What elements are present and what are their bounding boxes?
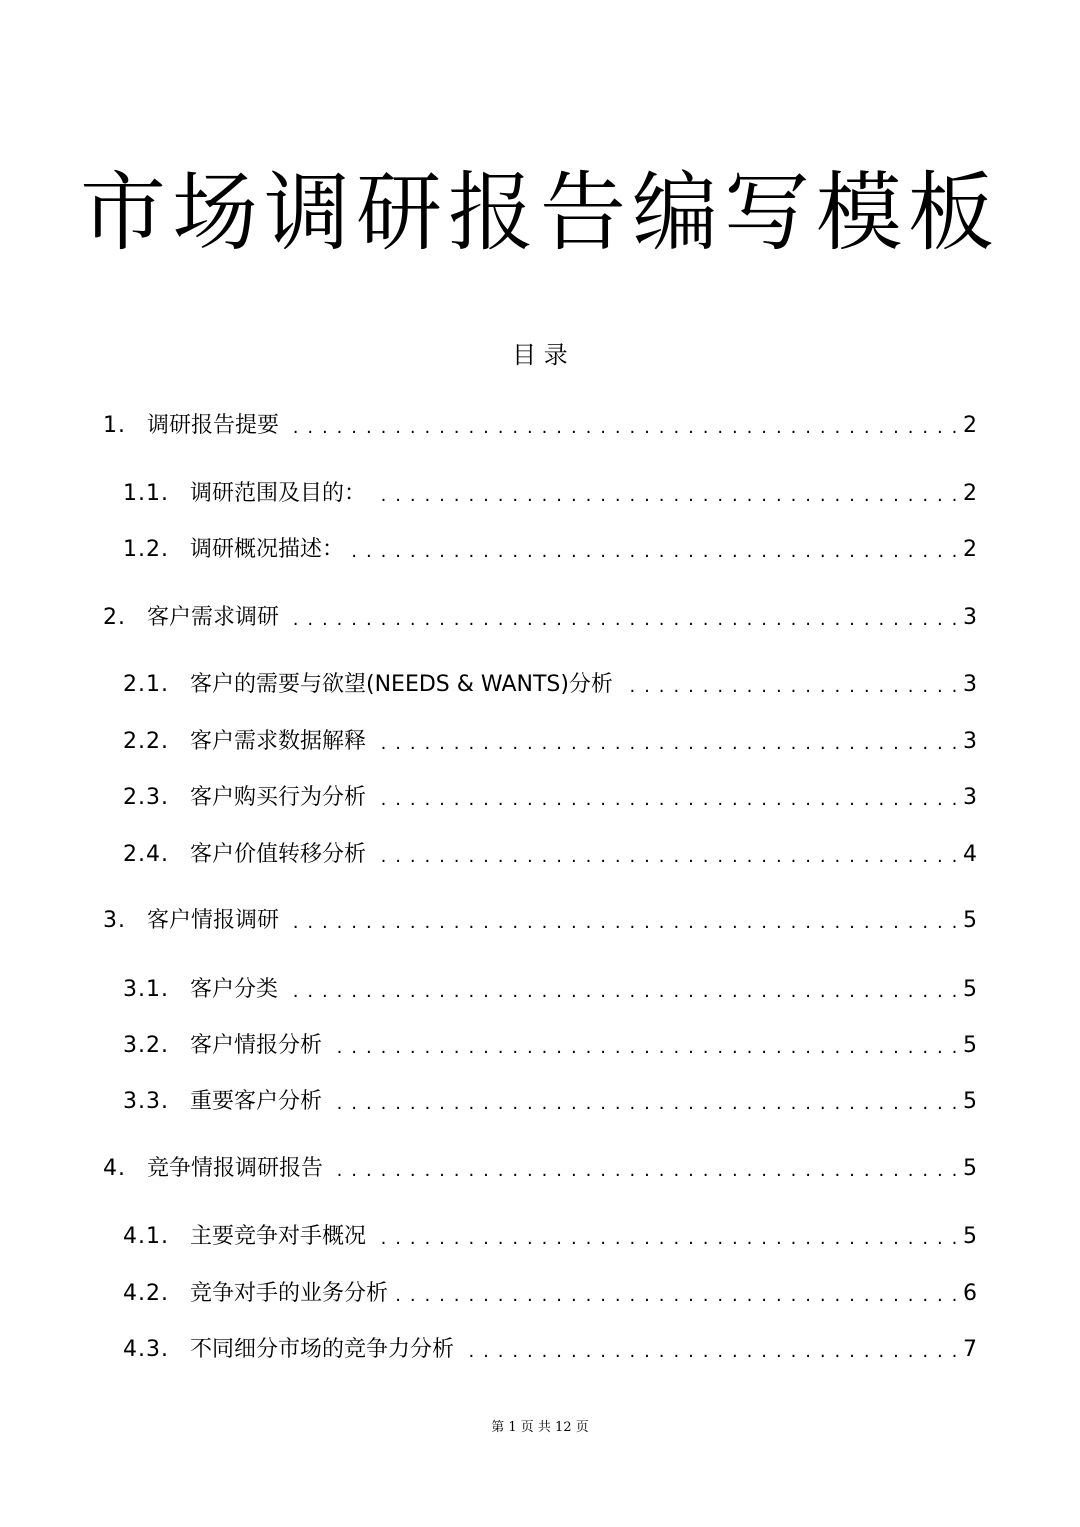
toc-entry[interactable] — [123, 1333, 977, 1367]
toc-entry[interactable] — [123, 1220, 977, 1254]
toc-dot-leader — [350, 533, 959, 567]
toc-entry-page: 5 — [963, 908, 977, 933]
toc-dot-leader — [394, 1277, 959, 1311]
toc-entry-number: 4.1. — [123, 1224, 169, 1249]
toc-entry[interactable] — [123, 838, 977, 872]
toc-entry[interactable] — [123, 477, 977, 511]
toc-entry-page: 2 — [963, 413, 977, 438]
toc-dot-leader — [372, 725, 959, 759]
toc-entry-number: 4. — [103, 1156, 126, 1181]
toc-heading: 目 录 — [512, 341, 568, 369]
toc-entry-label: 不同细分市场的竞争力分析 — [190, 1337, 455, 1362]
toc-entry[interactable] — [123, 725, 977, 759]
toc-entry-number: 3. — [103, 908, 126, 933]
toc-entry-page: 5 — [963, 1033, 977, 1058]
toc-dot-leader — [372, 838, 959, 872]
toc-entry-page: 3 — [963, 785, 977, 810]
toc-entry-label: 主要竞争对手概况 — [190, 1224, 367, 1249]
toc-entry-number: 2.3. — [123, 785, 169, 810]
toc-entry-label: 客户情报分析 — [190, 1033, 323, 1058]
toc-entry-label: 客户需求调研 — [147, 605, 280, 630]
toc-dot-leader — [619, 668, 959, 702]
toc-entry-label: 重要客户分析 — [190, 1089, 323, 1114]
toc-entry-number: 1. — [103, 413, 126, 438]
toc-entry-label: 调研概况描述： — [190, 537, 345, 562]
toc-entry-number: 2.4. — [123, 842, 169, 867]
toc-entry-label: 客户购买行为分析 — [190, 785, 367, 810]
toc-entry[interactable] — [123, 781, 977, 815]
toc-entry[interactable] — [123, 533, 977, 567]
toc-dot-leader — [284, 973, 959, 1007]
toc-entry-label: 客户价值转移分析 — [190, 842, 367, 867]
toc-entry-label: 调研范围及目的： — [190, 481, 367, 506]
toc-dot-leader — [372, 477, 959, 511]
toc-entry-page: 5 — [963, 1224, 977, 1249]
toc-dot-leader — [285, 601, 959, 635]
toc-dot-leader — [285, 409, 959, 443]
toc-entry-page: 5 — [963, 1089, 977, 1114]
toc-entry[interactable] — [123, 973, 977, 1007]
toc-dot-leader — [328, 1029, 959, 1063]
page-footer: 第 1 页 共 12 页 — [491, 1420, 589, 1435]
toc-dot-leader — [460, 1333, 959, 1367]
toc-entry-number: 3.2. — [123, 1033, 169, 1058]
toc-entry[interactable] — [103, 1152, 977, 1186]
toc-entry-number: 1.2. — [123, 537, 169, 562]
toc-entry[interactable] — [123, 1029, 977, 1063]
toc-entry-page: 5 — [963, 1156, 977, 1181]
toc-entry-page: 6 — [963, 1281, 977, 1306]
document-title: 市场调研报告编写模板 — [80, 163, 1000, 263]
toc-dot-leader — [285, 904, 959, 938]
toc-entry[interactable] — [103, 409, 977, 443]
toc-entry-page: 4 — [963, 842, 977, 867]
toc-entry-label: 调研报告提要 — [147, 413, 280, 438]
toc-dot-leader — [372, 1220, 959, 1254]
toc-entry-page: 2 — [963, 537, 977, 562]
toc-dot-leader — [372, 781, 959, 815]
toc-entry[interactable] — [123, 668, 977, 702]
toc-entry-label: 客户需求数据解释 — [190, 729, 367, 754]
toc-entry[interactable] — [123, 1085, 977, 1119]
toc-entry-page: 2 — [963, 481, 977, 506]
toc-entry-page: 7 — [963, 1337, 977, 1362]
toc-entry-page: 3 — [963, 729, 977, 754]
toc-entry[interactable] — [103, 601, 977, 635]
toc-entry-label: 竞争情报调研报告 — [147, 1156, 324, 1181]
toc-entry-number: 1.1. — [123, 481, 169, 506]
toc-entry-number: 4.3. — [123, 1337, 169, 1362]
toc-entry-page: 3 — [963, 672, 977, 697]
toc-entry[interactable] — [103, 904, 977, 938]
toc-entry-number: 3.1. — [123, 977, 169, 1002]
toc-entry-number: 2. — [103, 605, 126, 630]
toc-dot-leader — [329, 1152, 959, 1186]
toc-entry-number: 2.2. — [123, 729, 169, 754]
toc-entry-number: 3.3. — [123, 1089, 169, 1114]
toc-entry-label: 客户分类 — [190, 977, 279, 1002]
toc-dot-leader — [328, 1085, 959, 1119]
toc-entry[interactable] — [123, 1277, 977, 1311]
toc-entry-label: 竞争对手的业务分析 — [190, 1281, 389, 1306]
toc-entry-number: 2.1. — [123, 672, 169, 697]
toc-entry-page: 3 — [963, 605, 977, 630]
toc-entry-label: 客户情报调研 — [147, 908, 280, 933]
toc-entry-label: 客户的需要与欲望(NEEDS & WANTS)分析 — [190, 672, 613, 697]
toc-entry-page: 5 — [963, 977, 977, 1002]
toc-entry-number: 4.2. — [123, 1281, 169, 1306]
